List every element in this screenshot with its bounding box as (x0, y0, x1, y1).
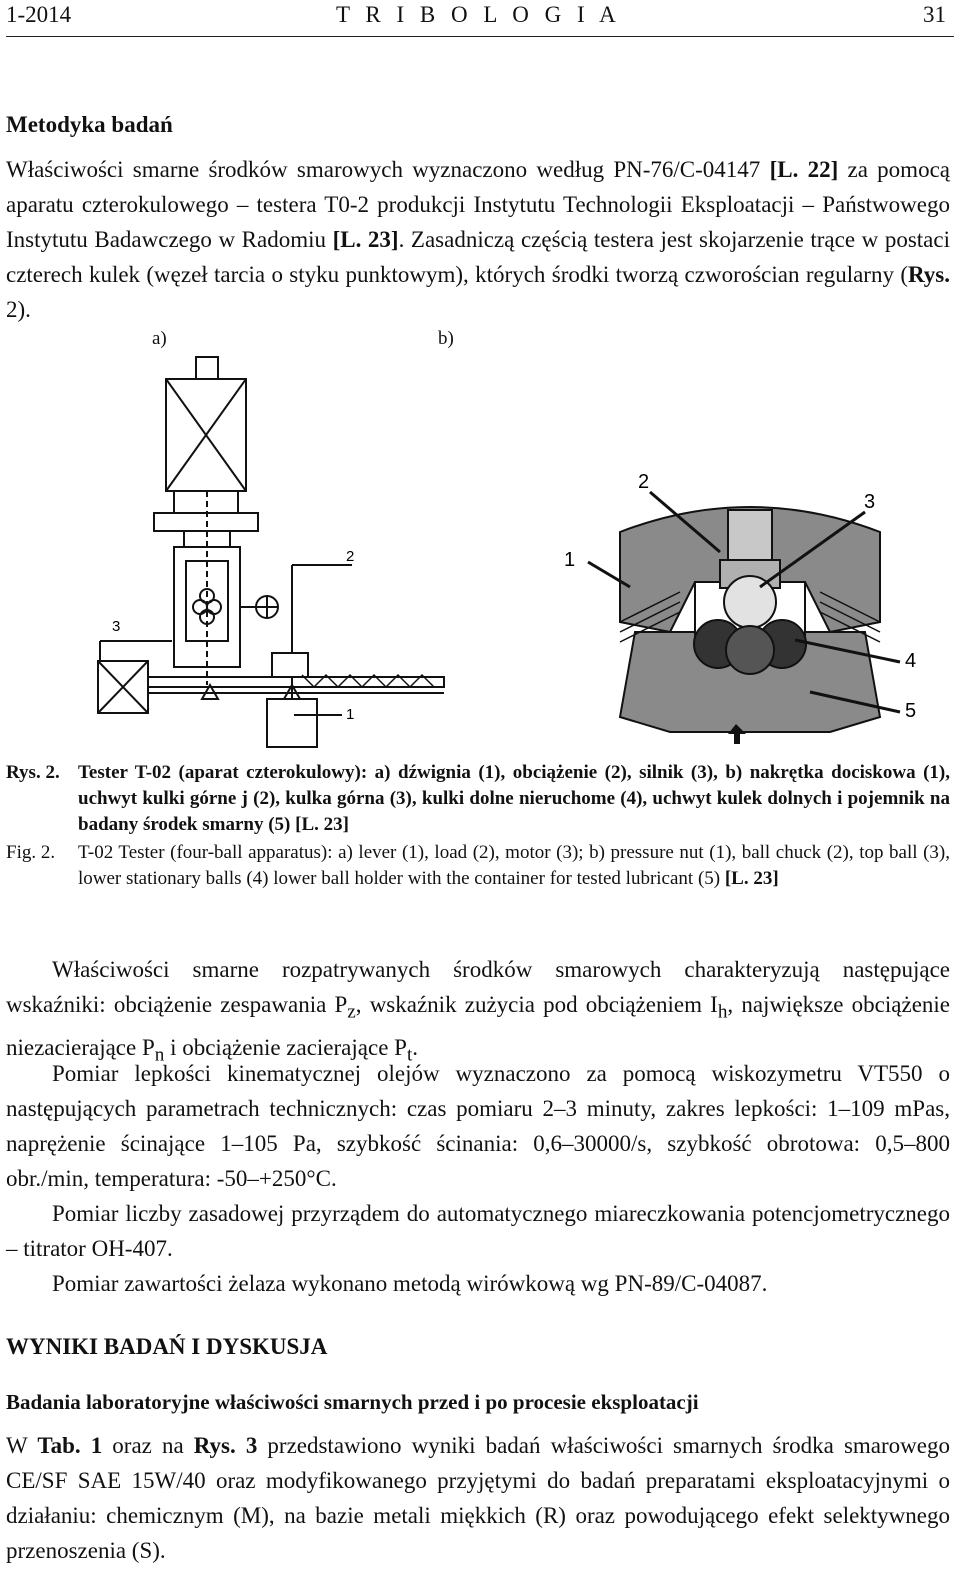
caption-label: Rys. 2. (6, 762, 60, 783)
text-run: oraz na (102, 1433, 194, 1458)
text-run: . (412, 1034, 419, 1060)
top-ball (724, 576, 776, 628)
text-run: Właściwości smarne rozpatrywanych środków smarowych charakteryzują następujące wskaźniki: obciążenie zespawania P (6, 957, 950, 1017)
text-run: Pomiar liczby zasadowej przyrządem do automatycznego miareczkowania potencjometrycznego – titrator OH-407. (6, 1201, 950, 1261)
figure-label-a: a) (152, 328, 167, 349)
subsection-title: Badania laboratoryjne właściwości smarnych przed i po procesie eksploatacji (6, 1390, 699, 1414)
page-header (6, 0, 954, 37)
citation: [L. 23] (332, 227, 399, 252)
callout-5: 5 (905, 700, 917, 722)
lower-ball (726, 626, 774, 674)
citation: [L. 22] (769, 157, 839, 182)
subscript: n (154, 1044, 165, 1066)
issue-number: 1-2014 (6, 2, 72, 27)
figure-label-b: b) (438, 328, 454, 349)
caption-text (78, 840, 950, 892)
text-run: 2). (6, 297, 31, 322)
text-run: Pomiar zawartości żelaza wykonano metodą wirówkową wg PN-89/C-04087. (52, 1271, 768, 1296)
caption-text: Tester T-02 (aparat czterokulowy): a) dźwignia (1), obciążenie (2), silnik (3), b) nakrętka dociskowa (1), uchwyt kulki górne j (2), kulka górna (3), kulki dolne nieruchome (4), uchwyt kulek dolnych i pojemnik na badany środek smarny (5) [L. 23] (78, 762, 950, 835)
lever-bar (148, 677, 444, 687)
caption-text-run: T-02 Tester (four-ball apparatus): a) lever (1), load (2), motor (3); b) pressure nut (1), ball chuck (2), top ball (3), lower stationary balls (4) lower ball holder with the container for tested lubricant (5) (78, 842, 950, 889)
text-run: . Zasadniczą częścią testera jest skojarzenie trące w postaci czterech kulek (węzeł tarcia o styku punktowym), których środki tworzą czworościan regularny ( (6, 227, 950, 287)
text-run: Właściwości smarne środków smarowych wyznaczono według PN-76/C-04147 (6, 157, 770, 182)
section-title-results: WYNIKI BADAŃ I DYSKUSJA (6, 1334, 328, 1359)
caption-label: Fig. 2. (6, 842, 56, 863)
table-ref: Tab. 1 (37, 1433, 103, 1458)
ball-chuck (728, 510, 772, 560)
load-holder (272, 653, 308, 677)
top-cap (196, 357, 218, 379)
figure-ref: Rys. 3 (193, 1433, 258, 1458)
paragraph-base-number (6, 1196, 950, 1266)
paragraph-viscosity (6, 1056, 950, 1196)
text-run: , największe obciążenie niezacierające P (6, 992, 951, 1060)
text-run: i obciążenie zacierające P (164, 1034, 407, 1060)
callout-2: 2 (638, 471, 650, 493)
callout-4: 4 (905, 650, 917, 672)
figure-caption-polish (6, 760, 950, 838)
citation: [L. 23] (724, 868, 779, 889)
figure-caption-english (6, 840, 950, 892)
text-run: przedstawiono wyniki badań właściwości smarnych środka smarowego CE/SF SAE 15W/40 oraz modyfikowanego przyjętymi do badań preparatami eksploatacyjnymi o działaniu: chemicznym (M), na bazie metali miękkich (R) oraz powodującego efekt selektywnego przenoszenia (S). (6, 1433, 950, 1563)
figure-a-tester-schematic (62, 355, 512, 750)
callout-1: 1 (564, 549, 576, 571)
subscript: h (717, 1001, 728, 1023)
journal-title: T R I B O L O G I A (336, 2, 621, 27)
paragraph-iron-content (6, 1266, 950, 1301)
text-run: za pomocą aparatu czterokulowego – testera T0-2 produkcji Instytutu Technologii Eksploatacji – Państwowego Instytutu Badawczego w Radomiu (6, 157, 950, 252)
weight-box (267, 699, 317, 747)
subscript: t (406, 1044, 413, 1066)
paragraph-results (6, 1428, 950, 1568)
figure-b-ball-assembly-section (550, 462, 950, 747)
callout-3: 3 (864, 491, 876, 513)
callout-1: 1 (346, 706, 355, 723)
text-run: Pomiar lepkości kinematycznej olejów wyznaczono za pomocą wiskozymetru VT550 o następujących parametrach technicznych: czas pomiaru 2–3 minuty, zakres lepkości: 1–109 mPas, naprężenie ścinające 1–105 Pa, szybkość ścinania: 0,6–30000/s, szybkość obrotowa: 0,5–800 obr./min, temperatura: -50–+250°C. (6, 1061, 950, 1191)
paragraph-lubricity-indices (6, 952, 950, 1072)
section-title-methodology: Metodyka badań (6, 112, 173, 137)
paragraph-methodology (6, 152, 950, 327)
callout-3: 3 (112, 618, 121, 635)
page-number: 31 (923, 2, 946, 27)
figure-ref: Rys. (907, 262, 950, 287)
text-run: , wskaźnik zużycia pod obciążeniem I (355, 992, 718, 1017)
subscript: z (347, 1001, 356, 1023)
callout-2: 2 (346, 548, 355, 565)
text-run: W (6, 1433, 38, 1458)
